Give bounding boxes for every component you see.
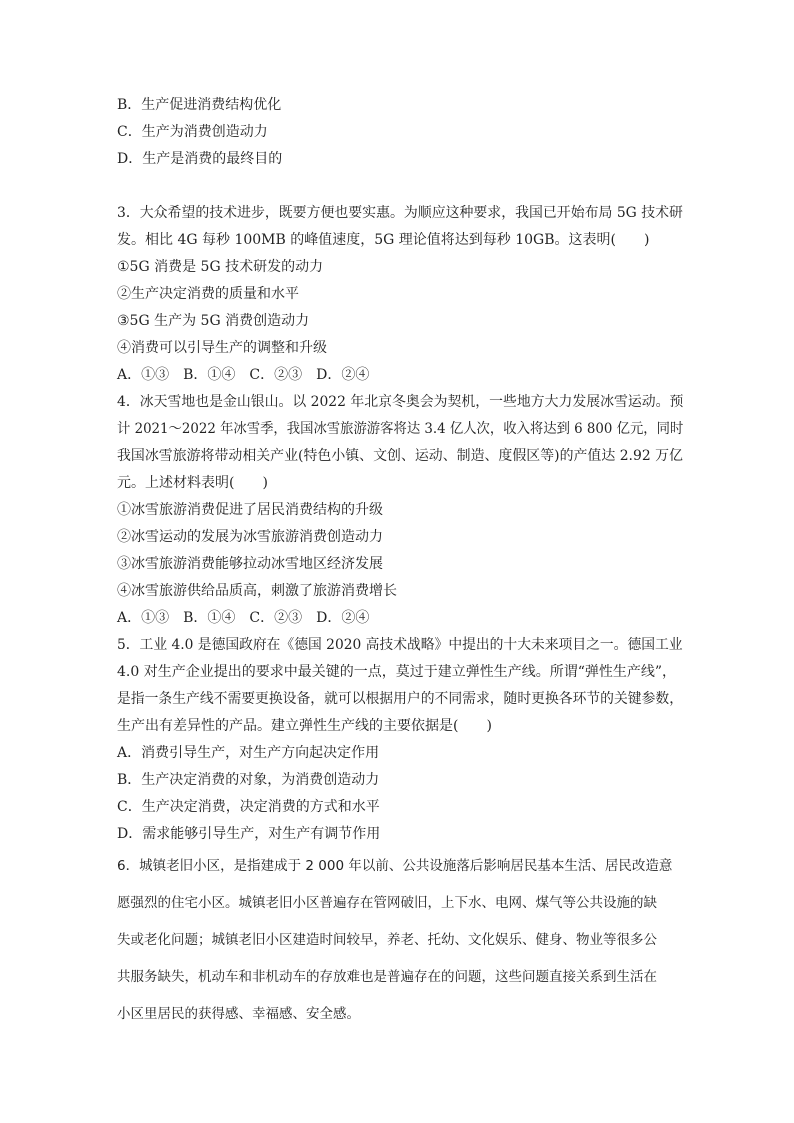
- q5-stem-line-2: 4.0 对生产企业提出的要求中最关键的一点，莫过于建立弹性生产线。所谓“弹性生产线”，: [117, 664, 677, 680]
- q4-statement-2: ②冰雪运动的发展为冰雪旅游消费创造动力: [117, 529, 383, 545]
- q2-option-c: C．生产为消费创造动力: [117, 124, 268, 140]
- q4-stem-line-2: 计 2021～2022 年冰雪季，我国冰雪旅游游客将达 3.4 亿人次，收入将达到 6 800 亿元，同时: [117, 421, 684, 437]
- q4-statement-3: ③冰雪旅游消费能够拉动冰雪地区经济发展: [117, 556, 383, 572]
- q4-stem-line-3: 我国冰雪旅游将带动相关产业(特色小镇、文创、运动、制造、度假区等)的产值达 2.92 万亿: [117, 448, 683, 464]
- q4-statement-1: ①冰雪旅游消费促进了居民消费结构的升级: [117, 502, 383, 518]
- q6-stem-line-4: 共服务缺失，机动车和非机动车的存放难也是普遍存在的问题，这些问题直接关系到生活在: [117, 969, 657, 985]
- q3-statement-3: ③5G 生产为 5G 消费创造动力: [117, 313, 310, 329]
- q4-choices: A．①③ B．①④ C．②③ D．②④: [117, 610, 370, 626]
- q3-statement-1: ①5G 消费是 5G 技术研发的动力: [117, 259, 324, 275]
- q5-option-c: C．生产决定消费，决定消费的方式和水平: [117, 799, 380, 815]
- q5-stem-line-3: 是指一条生产线不需要更换设备，就可以根据用户的不同需求，随时更换各环节的关键参数，: [117, 691, 684, 707]
- q6-stem-line-1: 6．城镇老旧小区，是指建成于 2 000 年以前、公共设施落后影响居民基本生活、居民改造意: [117, 858, 673, 874]
- q5-option-d: D．需求能够引导生产，对生产有调节作用: [117, 826, 381, 842]
- q5-option-a: A．消费引导生产，对生产方向起决定作用: [117, 745, 380, 761]
- q5-option-b: B．生产决定消费的对象，为消费创造动力: [117, 772, 380, 788]
- q3-stem-line-2: 发。相比 4G 每秒 100MB 的峰值速度，5G 理论值将达到每秒 10GB。这表明( ): [117, 232, 650, 248]
- q4-statement-4: ④冰雪旅游供给品质高，刺激了旅游消费增长: [117, 583, 397, 599]
- q6-stem-line-3: 失或老化问题；城镇老旧小区建造时间较早，养老、托幼、文化娱乐、健身、物业等很多公: [117, 932, 657, 948]
- q5-stem-line-1: 5．工业 4.0 是德国政府在《德国 2020 高技术战略》中提出的十大未来项目之一。德国工业: [117, 637, 683, 653]
- q5-stem-line-4: 生产出有差异性的产品。建立弹性生产线的主要依据是( ): [117, 718, 492, 734]
- q3-statement-2: ②生产决定消费的质量和水平: [117, 286, 299, 302]
- q3-statement-4: ④消费可以引导生产的调整和升级: [117, 340, 327, 356]
- q3-stem-line-1: 3．大众希望的技术进步，既要方便也要实惠。为顺应这种要求，我国已开始布局 5G 技术研: [117, 205, 683, 221]
- q2-option-b: B．生产促进消费结构优化: [117, 97, 282, 113]
- q4-stem-line-1: 4．冰天雪地也是金山银山。以 2022 年北京冬奥会为契机，一些地方大力发展冰雪运动。预: [117, 394, 684, 410]
- q4-stem-line-4: 元。上述材料表明( ): [117, 475, 268, 491]
- q3-choices: A．①③ B．①④ C．②③ D．②④: [117, 367, 370, 383]
- q2-option-d: D．生产是消费的最终目的: [117, 151, 283, 167]
- q6-stem-line-5: 小区里居民的获得感、幸福感、安全感。: [117, 1006, 360, 1022]
- q6-stem-line-2: 愿强烈的住宅小区。城镇老旧小区普遍存在管网破旧，上下水、电网、煤气等公共设施的缺: [117, 895, 657, 911]
